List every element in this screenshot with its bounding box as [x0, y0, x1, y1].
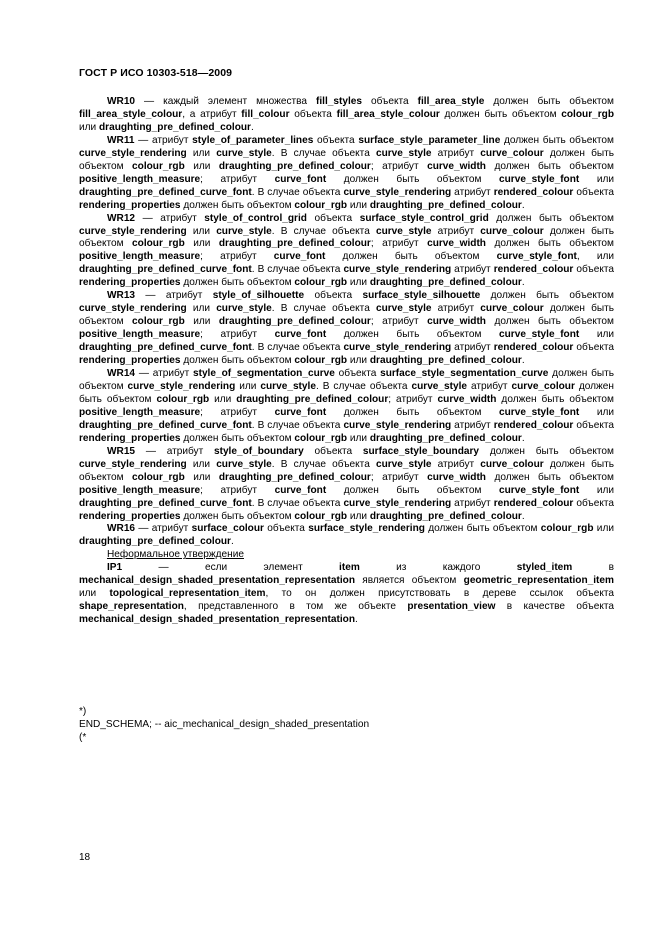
page-header: ГОСТ Р ИСО 10303-518—2009	[79, 67, 233, 79]
bold-term: curve_style_font	[499, 406, 580, 418]
bold-term: surface_style_boundary	[362, 445, 480, 457]
text-run: ; атрибут	[200, 484, 275, 496]
text-run: должен быть объектом	[79, 303, 615, 328]
text-run: или	[186, 458, 217, 470]
text-run: или	[186, 225, 217, 237]
bold-term: WR12	[107, 212, 136, 224]
bold-term: curve_style_rendering	[79, 147, 187, 159]
text-run: или	[184, 316, 219, 328]
text-run: ; атрибут	[200, 329, 275, 341]
bold-term: surface_colour	[191, 523, 264, 535]
text-run: . В случае объекта	[271, 147, 376, 159]
text-run: должен быть объектом	[480, 290, 614, 302]
text-run: или	[186, 303, 217, 315]
text-run: . В случае объекта	[251, 342, 344, 354]
text-run: . В случае объекта	[271, 458, 376, 470]
bold-term: rendered_colour	[493, 419, 574, 431]
paragraph-wr13	[79, 290, 614, 368]
text-run: . В случае объекта	[271, 303, 376, 315]
text-run: атрибут	[451, 497, 494, 509]
text-run: должен быть объектом	[180, 510, 295, 522]
bold-term: curve_style	[375, 458, 432, 470]
bold-term: presentation_view	[407, 601, 496, 613]
text-run: или	[593, 523, 614, 535]
bold-term: curve_width	[427, 471, 486, 483]
bold-term: curve_style_rendering	[79, 303, 187, 315]
text-run: в качестве объекта	[495, 601, 614, 613]
bold-term: curve_style_font	[499, 484, 580, 496]
text-run: объекта	[304, 290, 363, 302]
text-run: — атрибут	[135, 523, 192, 535]
bold-term: colour_rgb	[294, 277, 348, 289]
bold-term: WR14	[107, 368, 136, 380]
bold-term: draughting_pre_defined_curve_font	[79, 342, 252, 354]
text-run: объекта	[289, 108, 337, 120]
bold-term: curve_style	[216, 147, 272, 159]
bold-term: WR15	[107, 445, 136, 457]
bold-term: curve_style	[375, 147, 432, 159]
bold-term: colour_rgb	[294, 432, 348, 444]
bold-term: positive_length_measure	[79, 173, 201, 185]
bold-term: fill_styles	[315, 96, 362, 107]
bold-term: WR10	[107, 96, 136, 107]
bold-term: fill_area_style_colour	[336, 108, 440, 120]
bold-term: WR13	[107, 290, 136, 302]
bold-term: style_of_silhouette	[212, 290, 305, 302]
underlined-heading: Неформальное утверждение	[107, 549, 244, 561]
bold-term: curve_style	[375, 225, 432, 237]
text-run: — если элемент	[122, 562, 340, 574]
bold-term: colour_rgb	[540, 523, 594, 535]
text-run: атрибут	[451, 264, 494, 276]
text-run: .	[521, 432, 525, 444]
bold-term: curve_style_font	[496, 251, 577, 263]
bold-term: curve_width	[427, 238, 486, 250]
text-run: ; атрибут	[370, 471, 428, 483]
text-run: или	[347, 199, 370, 211]
bold-term: styled_item	[516, 562, 573, 574]
text-run: — атрибут	[135, 212, 205, 224]
bold-term: positive_length_measure	[79, 251, 201, 263]
text-run: , представленного в том же объекте	[183, 601, 408, 613]
text-run: .	[250, 121, 254, 133]
text-run: .	[521, 277, 525, 289]
text-run: . В случае объекта	[251, 497, 344, 509]
bold-term: draughting_pre_defined_curve_font	[79, 419, 252, 431]
text-run: должен быть объектом	[180, 355, 295, 367]
text-run: .	[521, 510, 525, 522]
text-run: из каждого	[359, 562, 517, 574]
bold-term: draughting_pre_defined_colour	[218, 316, 371, 328]
text-run: .	[521, 355, 525, 367]
bold-term: colour_rgb	[156, 393, 210, 405]
text-run: или	[79, 121, 99, 133]
text-run: должен быть объектом	[180, 199, 295, 211]
paragraph-ip1	[79, 562, 614, 627]
text-run: атрибут	[431, 147, 481, 159]
bold-term: rendered_colour	[493, 342, 574, 354]
text-run: или	[579, 406, 614, 418]
bold-term: curve_style_rendering	[343, 497, 452, 509]
code-line: END_SCHEMA; -- aic_mechanical_design_shaded_presentation	[79, 718, 370, 730]
bold-term: curve_width	[427, 316, 486, 328]
text-run: . В случае объекта	[271, 225, 376, 237]
text-run: должен быть объектом	[79, 380, 614, 405]
text-run: должен быть объектом	[79, 458, 615, 483]
text-run: или	[347, 277, 370, 289]
text-run: атрибут	[431, 303, 481, 315]
text-run: . В случае объекта	[251, 264, 344, 276]
bold-term: surface_style_rendering	[308, 523, 425, 535]
bold-term: mechanical_design_shaded_presentation_representation	[79, 614, 355, 626]
text-run: или	[184, 160, 219, 172]
bold-term: draughting_pre_defined_curve_font	[79, 497, 252, 509]
text-run: должен быть объектом	[488, 212, 614, 224]
text-run: объекта	[306, 212, 360, 224]
bold-term: curve_style	[216, 225, 272, 237]
text-run: атрибут	[451, 186, 494, 198]
bold-term: rendered_colour	[493, 264, 574, 276]
bold-term: draughting_pre_defined_colour	[369, 199, 522, 211]
text-run: . В случае объекта	[251, 419, 344, 431]
bold-term: style_of_control_grid	[204, 212, 307, 224]
bold-term: fill_area_style	[417, 96, 485, 107]
bold-term: curve_font	[274, 173, 327, 185]
bold-term: curve_font	[274, 484, 327, 496]
text-run: или	[347, 432, 370, 444]
text-run: объекта	[573, 264, 614, 276]
paragraph-wr10	[79, 96, 614, 135]
text-run: в	[572, 562, 614, 574]
text-run: ; атрибут	[370, 238, 428, 250]
bold-term: geometric_representation_item	[463, 575, 614, 587]
bold-term: rendered_colour	[493, 186, 574, 198]
text-run: ; атрибут	[200, 251, 274, 263]
bold-term: curve_colour	[480, 147, 544, 159]
text-run: .	[230, 536, 234, 548]
bold-term: rendering_properties	[79, 510, 181, 522]
bold-term: draughting_pre_defined_colour	[236, 393, 389, 405]
bold-term: curve_style	[216, 458, 272, 470]
text-run: ; атрибут	[370, 160, 428, 172]
text-run: должен быть объектом	[79, 147, 615, 172]
text-run: или	[184, 238, 219, 250]
text-run: объекта	[303, 445, 363, 457]
text-run: или	[347, 355, 370, 367]
bold-term: positive_length_measure	[79, 484, 201, 496]
text-run: .	[521, 199, 525, 211]
text-run: атрибут	[451, 342, 494, 354]
page-number: 18	[79, 852, 91, 863]
bold-term: fill_area_style_colour	[79, 108, 183, 120]
bold-term: curve_style_font	[499, 173, 580, 185]
text-run: — каждый элемент множества	[135, 96, 316, 107]
bold-term: curve_font	[273, 251, 326, 263]
paragraph-wr11	[79, 135, 614, 213]
bold-term: surface_style_control_grid	[359, 212, 489, 224]
bold-term: topological_representation_item	[109, 588, 266, 600]
text-run: , то он должен присутствовать в дереве ссылок объекта	[265, 588, 614, 600]
code-line: (*	[79, 731, 87, 743]
text-run: — атрибут	[134, 134, 193, 146]
bold-term: curve_style_rendering	[343, 419, 452, 431]
express-code-block	[79, 706, 369, 745]
paragraph-wr12	[79, 213, 614, 291]
bold-term: rendering_properties	[79, 277, 181, 289]
bold-term: positive_length_measure	[79, 406, 201, 418]
bold-term: curve_style_font	[499, 329, 580, 341]
bold-term: draughting_pre_defined_colour	[369, 277, 522, 289]
bold-term: rendering_properties	[79, 199, 181, 211]
text-run: атрибут	[467, 380, 512, 392]
text-run: ; атрибут	[370, 316, 428, 328]
bold-term: IP1	[107, 562, 123, 574]
text-run: должен быть объектом	[500, 134, 614, 146]
bold-term: draughting_pre_defined_colour	[218, 471, 371, 483]
bold-term: draughting_pre_defined_colour	[218, 160, 371, 172]
bold-term: curve_colour	[480, 225, 544, 237]
text-run: атрибут	[431, 458, 481, 470]
bold-term: positive_length_measure	[79, 329, 201, 341]
text-run: — атрибут	[135, 445, 214, 457]
text-run: должен быть объектом	[326, 329, 500, 341]
text-run: или	[235, 380, 261, 392]
text-run: должен быть объектом	[180, 277, 295, 289]
text-run: или	[79, 588, 110, 600]
bold-term: draughting_pre_defined_colour	[369, 510, 522, 522]
bold-term: draughting_pre_defined_colour	[218, 238, 371, 250]
bold-term: curve_style	[216, 303, 272, 315]
text-run: должен быть объектом	[485, 316, 614, 328]
bold-term: rendered_colour	[493, 497, 574, 509]
text-run: или	[347, 510, 370, 522]
text-run: должен быть объектом	[485, 160, 614, 172]
text-run: или	[209, 393, 237, 405]
bold-term: rendering_properties	[79, 432, 181, 444]
paragraph-wr15	[79, 446, 614, 524]
document-body	[79, 96, 614, 627]
bold-term: draughting_pre_defined_curve_font	[79, 264, 252, 276]
bold-term: WR16	[107, 523, 136, 535]
bold-term: colour_rgb	[294, 355, 348, 367]
text-run: должен быть объектом	[485, 238, 614, 250]
bold-term: draughting_pre_defined_colour	[369, 355, 522, 367]
bold-term: curve_style_rendering	[79, 225, 187, 237]
bold-term: curve_style_rendering	[343, 264, 452, 276]
text-run: , а атрибут	[182, 108, 242, 120]
bold-term: colour_rgb	[132, 160, 185, 172]
bold-term: WR11	[107, 134, 135, 146]
text-run: ; атрибут	[200, 406, 275, 418]
text-run: объекта	[573, 419, 614, 431]
bold-term: rendering_properties	[79, 355, 181, 367]
bold-term: colour_rgb	[132, 471, 185, 483]
text-run: должен быть объектом	[180, 432, 295, 444]
text-run: должен быть объектом	[484, 96, 614, 107]
text-run: — атрибут	[135, 368, 193, 380]
bold-term: surface_style_silhouette	[362, 290, 481, 302]
paragraph-wr14	[79, 368, 614, 446]
bold-term: curve_style	[260, 380, 316, 392]
text-run: . В случае объекта	[251, 186, 344, 198]
bold-term: style_of_parameter_lines	[192, 134, 314, 146]
text-run: объекта	[362, 96, 418, 107]
bold-term: fill_colour	[241, 108, 290, 120]
text-run: должен быть объектом	[325, 251, 497, 263]
bold-term: curve_width	[437, 393, 497, 405]
bold-term: colour_rgb	[294, 510, 348, 522]
bold-term: colour_rgb	[561, 108, 614, 120]
bold-term: item	[339, 562, 360, 574]
text-run: должен быть объектом	[439, 108, 562, 120]
bold-term: surface_style_segmentation_curve	[380, 368, 549, 380]
paragraph-informal	[79, 549, 614, 562]
bold-term: draughting_pre_defined_colour	[369, 432, 522, 444]
bold-term: curve_colour	[480, 458, 544, 470]
text-run: объекта	[263, 523, 309, 535]
text-run: или	[184, 471, 219, 483]
text-run: , или	[576, 251, 615, 263]
text-run: ; атрибут	[200, 173, 275, 185]
text-run: должен быть объектом	[326, 484, 500, 496]
text-run: ; атрибут	[388, 393, 438, 405]
text-run: должен быть объектом	[496, 393, 614, 405]
bold-term: curve_style_rendering	[343, 342, 452, 354]
text-run: или	[186, 147, 217, 159]
text-run: или	[579, 173, 614, 185]
text-run: .	[355, 614, 358, 626]
bold-term: mechanical_design_shaded_presentation_representation	[79, 575, 355, 587]
bold-term: colour_rgb	[294, 199, 348, 211]
text-run: объекта	[573, 497, 614, 509]
text-run: должен быть объектом	[79, 225, 615, 250]
bold-term: style_of_segmentation_curve	[192, 368, 335, 380]
text-run: или	[579, 329, 614, 341]
bold-term: surface_style_parameter_line	[358, 134, 501, 146]
text-run: — атрибут	[135, 290, 213, 302]
text-run: объекта	[334, 368, 381, 380]
text-run: является объектом	[355, 575, 464, 587]
text-run: объекта	[573, 186, 614, 198]
bold-term: curve_style_rendering	[343, 186, 452, 198]
text-run: объекта	[573, 342, 614, 354]
text-run: объекта	[313, 134, 359, 146]
bold-term: curve_style	[411, 380, 468, 392]
bold-term: curve_font	[274, 406, 327, 418]
text-run: . В случае объекта	[315, 380, 412, 392]
bold-term: colour_rgb	[132, 316, 185, 328]
bold-term: curve_style_rendering	[127, 380, 236, 392]
text-run: должен быть объектом	[485, 471, 614, 483]
bold-term: curve_colour	[480, 303, 544, 315]
paragraph-wr16	[79, 523, 614, 549]
text-run: должен быть объектом	[326, 406, 500, 418]
bold-term: colour_rgb	[132, 238, 185, 250]
bold-term: curve_style_rendering	[79, 458, 187, 470]
bold-term: curve_colour	[511, 380, 575, 392]
text-run: должен быть объектом	[326, 173, 500, 185]
text-run: должен быть объектом	[479, 445, 614, 457]
bold-term: draughting_pre_defined_colour	[79, 536, 231, 548]
code-line: *)	[79, 706, 87, 717]
bold-term: curve_font	[274, 329, 327, 341]
bold-term: shape_representation	[79, 601, 184, 613]
text-run: или	[579, 484, 614, 496]
bold-term: style_of_boundary	[213, 445, 304, 457]
text-run: атрибут	[431, 225, 481, 237]
bold-term: draughting_pre_defined_colour	[98, 121, 251, 133]
text-run: должен быть объектом	[79, 368, 614, 392]
bold-term: curve_width	[427, 160, 486, 172]
bold-term: draughting_pre_defined_curve_font	[79, 186, 252, 198]
text-run: атрибут	[451, 419, 494, 431]
bold-term: curve_style	[375, 303, 432, 315]
text-run: должен быть объектом	[424, 523, 541, 535]
